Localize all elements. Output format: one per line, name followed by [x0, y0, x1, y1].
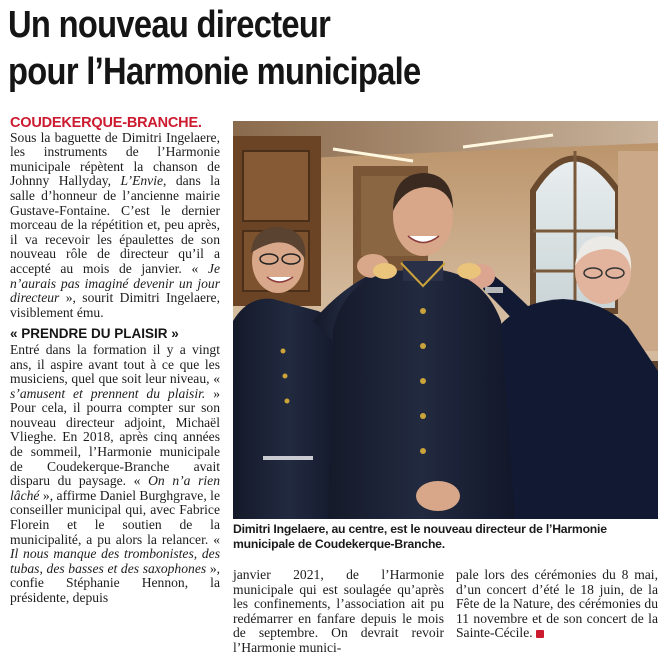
section-subhead: « PRENDRE DU PLAISIR »	[10, 326, 179, 342]
quote: Je n’aurais pas imaginé devenir un jour directeur	[10, 260, 220, 306]
text-run: , dans la salle d’honneur de l’ancienne mairie Gustave-Fontaine. C’est le dernier morceau de la répétition et, peu après, il va recevoir les épaulettes de son nouveau rôle de directeur qu’il a accepté au mois de janvier. «	[10, 173, 220, 276]
article-headline	[8, 2, 567, 96]
article-column-3	[456, 568, 658, 641]
text-run: Sous la baguette de Dimitri Ingelaere, les instruments de l’Harmonie municipale répètent la chanson de Johnny Hallyday,	[10, 129, 220, 189]
article-column-1	[10, 116, 220, 606]
paragraph-2	[10, 343, 220, 606]
quote: s’amusent et prennent du plaisir.	[10, 385, 206, 401]
paragraph-1	[10, 116, 220, 320]
text-run: Entré dans la formation il y a vingt ans, il aspire avant tout à ce que les musiciens, quel que soit leur niveau, «	[10, 341, 220, 387]
headline-line-1: Un nouveau directeur	[8, 4, 331, 46]
headline-line-2: pour l’Harmonie municipale	[8, 51, 421, 93]
dateline: COUDEKERQUE-BRANCHE.	[10, 115, 202, 131]
text-run: », confie Stéphanie Hennon, la présidente, depuis	[10, 560, 221, 605]
photo-caption: Dimitri Ingelaere, au centre, est le nouveau directeur de l’Harmonie municipale de Coudekerque-Branche.	[233, 522, 607, 551]
text-run: pale lors des cérémonies du 8 mai, d’un concert d’été le 18 juin, de la Fête de la Nature, des cérémonies du 11 novembre et de son concert de la Sainte-Cécile.	[456, 567, 658, 641]
quote: On n’a rien lâché	[10, 473, 220, 503]
song-title: L’Envie	[120, 173, 164, 189]
paragraph-3: janvier 2021, de l’Harmonie municipale qui est soulagée qu’après les confinements, l’association ait pu redémarrer en fanfare depuis le mois de septembre. On devrait revoir l’Harmonie munici-	[233, 567, 444, 655]
text-run: », sourit Dimitri Ingelaere, visiblement ému.	[10, 290, 220, 320]
article-column-2	[233, 568, 444, 656]
end-of-article-square-icon	[536, 630, 544, 638]
text-run: », affirme Daniel Burghgrave, le conseiller municipal qui, avec Fabrice Florein et le soutien de la municipalité, a pu alors la relancer. «	[10, 487, 220, 547]
text-run: » Pour cela, il pourra compter sur son nouveau directeur adjoint, Michaël Vlieghe. En 2018, après cinq années de sommeil, l’Harmonie municipale de Coudekerque-Branche avait disparu du paysage. «	[10, 385, 220, 489]
article-photo	[233, 121, 658, 519]
quote: Il nous manque des trombonistes, des tubas, des basses et des saxophones	[10, 546, 220, 576]
paragraph-4	[456, 568, 658, 641]
